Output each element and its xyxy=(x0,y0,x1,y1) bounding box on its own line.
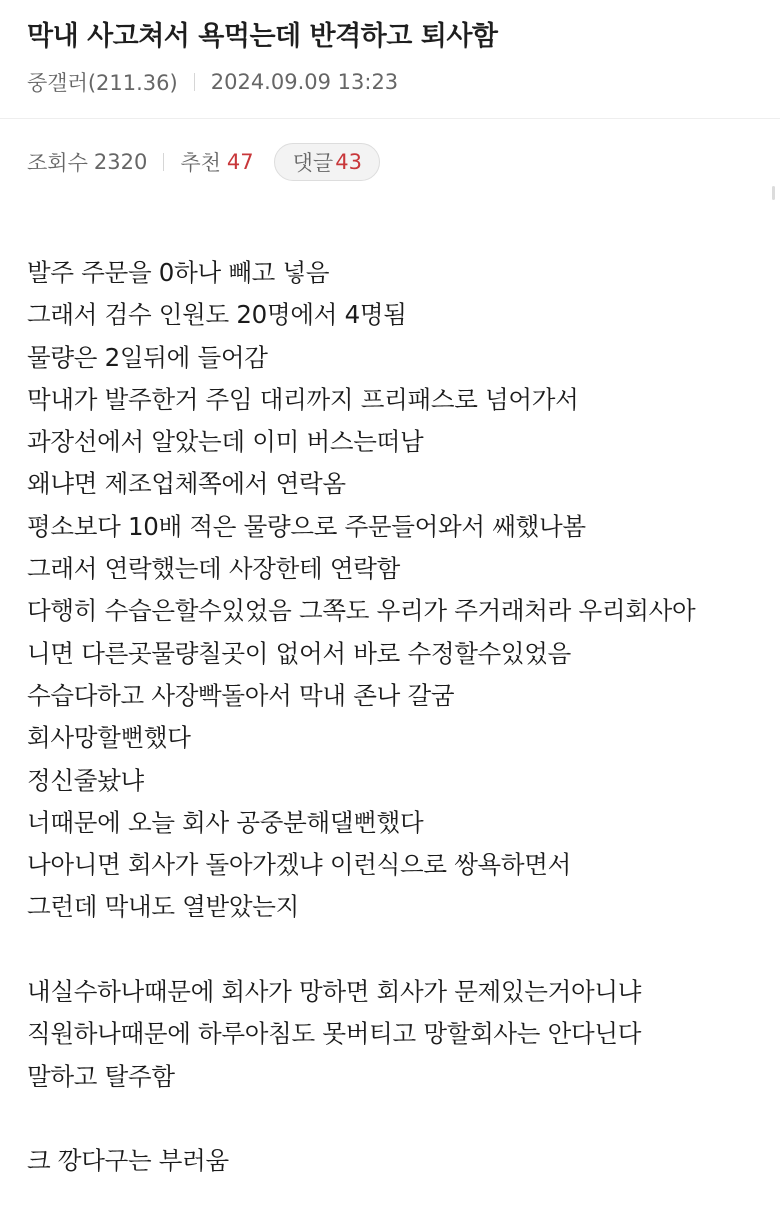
post-body xyxy=(27,252,772,1183)
blank-line xyxy=(27,929,772,971)
body-line: 그래서 연락했는데 사장한테 연락함 xyxy=(27,554,400,584)
body-line: 발주 주문을 0하나 빼고 넣음 xyxy=(27,258,330,287)
body-line: 내실수하나때문에 회사가 망하면 회사가 문제있는거아니냐 xyxy=(27,977,642,1007)
body-line: 과장선에서 알았는데 이미 버스는떠남 xyxy=(27,427,424,457)
post-title: 막내 사고쳐서 욕먹는데 반격하고 퇴사함 xyxy=(27,21,498,52)
recommend-count: 47 xyxy=(226,150,254,174)
body-line: 그래서 검수 인원도 20명에서 4명됨 xyxy=(27,300,407,330)
post-stats xyxy=(27,143,380,181)
body-line: 크 깡다구는 부러움 xyxy=(27,1146,229,1176)
comments-button[interactable] xyxy=(274,143,380,181)
body-line: 막내가 발주한거 주임 대리까지 프리패스로 넘어가서 xyxy=(27,384,579,414)
body-line: 말하고 탈주함 xyxy=(27,1061,175,1091)
views-count: 2320 xyxy=(93,150,148,174)
body-line: 다행히 수습은할수있었음 그쪽도 우리가 주거래처라 우리회사아 xyxy=(27,596,696,626)
body-line: 직원하나때문에 하루아침도 못버티고 망할회사는 안다닌다 xyxy=(27,1019,642,1049)
comments-count: 43 xyxy=(335,150,362,174)
body-line: 수습다하고 사장빡돌아서 막내 존나 갈굼 xyxy=(27,680,455,710)
body-line: 정신줄놨냐 xyxy=(27,765,144,795)
body-line: 그런데 막내도 열받았는지 xyxy=(27,892,300,922)
author-name[interactable]: 중갤러(211.36) xyxy=(27,71,178,95)
body-line: 물량은 2일뒤에 들어감 xyxy=(27,342,268,372)
body-line: 너때문에 오늘 회사 공중분해댈뻔했다 xyxy=(27,807,424,837)
stats-divider xyxy=(163,153,164,171)
body-line: 왜냐면 제조업체쪽에서 연락옴 xyxy=(27,469,346,499)
body-line: 니면 다른곳물량칠곳이 없어서 바로 수정할수있었음 xyxy=(27,638,572,668)
scrollbar-thumb[interactable] xyxy=(772,186,775,200)
views-label: 조회수 xyxy=(27,151,88,175)
blank-line xyxy=(27,1098,772,1140)
body-line: 나아니면 회사가 돌아가겠냐 이런식으로 쌍욕하면서 xyxy=(27,850,572,880)
comments-label: 댓글 xyxy=(292,151,334,175)
post-header xyxy=(0,0,780,119)
body-line: 평소보다 10배 적은 물량으로 주문들어와서 쌔했나봄 xyxy=(27,511,586,541)
recommend-label: 추천 xyxy=(180,151,221,175)
meta-divider xyxy=(194,73,195,91)
post-meta xyxy=(27,67,398,97)
post-datetime: 2024.09.09 13:23 xyxy=(210,70,399,94)
body-line: 회사망할뻔했다 xyxy=(27,723,191,753)
